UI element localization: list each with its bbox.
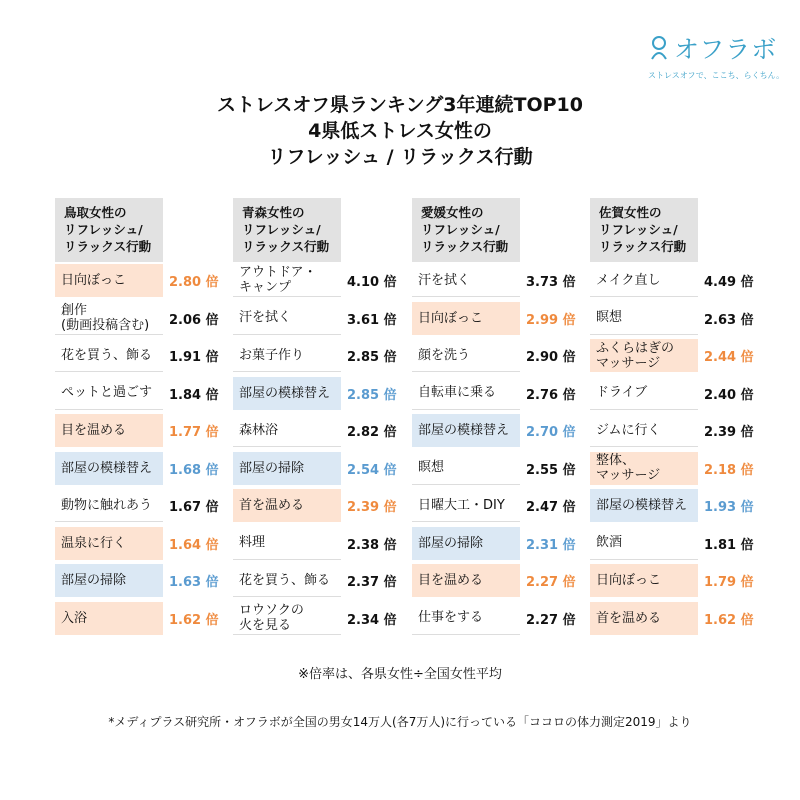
ratio-value: 2.39 倍 [704, 425, 754, 441]
ranking-row [412, 337, 577, 375]
page-title [0, 92, 800, 170]
activity-label: 創作 (動画投稿含む) [55, 302, 163, 335]
ranking-row [590, 562, 755, 600]
ranking-row [233, 600, 398, 638]
ratio-value: 2.40 倍 [704, 387, 754, 403]
logo-text: オフラボ [674, 35, 778, 64]
activity-label: ペットと過ごす [55, 377, 163, 410]
ratio-value: 2.37 倍 [347, 575, 397, 591]
activity-label: 目を温める [55, 414, 163, 447]
ranking-row [590, 487, 755, 525]
ranking-row [590, 375, 755, 413]
ranking-row [412, 412, 577, 450]
offlabo-logo-icon [648, 35, 670, 61]
activity-label: 花を買う、飾る [55, 339, 163, 372]
activity-label: 汗を拭く [412, 264, 520, 297]
source-note: *メディプラス研究所・オフラボが全国の男女14万人(各7万人)に行っている「ココロの体力測定2019」より [108, 715, 692, 729]
ratio-value: 2.34 倍 [347, 612, 397, 628]
ranking-column-ehime [412, 198, 577, 637]
activity-label: ロウソクの 火を見る [233, 602, 341, 635]
ranking-row [412, 487, 577, 525]
ratio-value: 2.39 倍 [347, 500, 397, 516]
activity-label: 花を買う、飾る [233, 564, 341, 597]
column-header: 青森女性の リフレッシュ/ リラックス行動 [233, 198, 341, 262]
ranking-row [233, 525, 398, 563]
title-line-2: 4県低ストレス女性の [308, 120, 492, 142]
ratio-value: 2.90 倍 [526, 350, 576, 366]
activity-label: お菓子作り [233, 339, 341, 372]
ranking-row [55, 562, 220, 600]
ranking-row [412, 525, 577, 563]
activity-label: 動物に触れあう [55, 489, 163, 522]
title-line-1: ストレスオフ県ランキング3年連続TOP10 [217, 94, 583, 116]
ranking-row [590, 300, 755, 338]
ranking-row [55, 600, 220, 638]
ratio-value: 3.73 倍 [526, 275, 576, 291]
ranking-column-tottori [55, 198, 220, 637]
ratio-value: 1.79 倍 [704, 575, 754, 591]
logo-tagline: ストレスオフで、ここち、らくちん。 [648, 71, 785, 80]
activity-label: 部屋の模様替え [233, 377, 341, 410]
ratio-value: 2.06 倍 [169, 312, 219, 328]
ratio-value: 2.70 倍 [526, 425, 576, 441]
ranking-row [233, 337, 398, 375]
ranking-row [590, 337, 755, 375]
activity-label: 日向ぼっこ [590, 564, 698, 597]
ranking-row [590, 450, 755, 488]
ratio-value: 2.27 倍 [526, 612, 576, 628]
ranking-row [233, 262, 398, 300]
ratio-value: 2.47 倍 [526, 500, 576, 516]
column-header: 鳥取女性の リフレッシュ/ リラックス行動 [55, 198, 163, 262]
ratio-value: 1.81 倍 [704, 537, 754, 553]
activity-label: ふくらはぎの マッサージ [590, 339, 698, 372]
ratio-value: 1.67 倍 [169, 500, 219, 516]
ranking-row [412, 450, 577, 488]
activity-label: 首を温める [233, 489, 341, 522]
activity-label: 飲酒 [590, 527, 698, 560]
ratio-value: 2.31 倍 [526, 537, 576, 553]
title-line-3: リフレッシュ / リラックス行動 [267, 146, 533, 168]
activity-label: 瞑想 [590, 302, 698, 335]
activity-label: 温泉に行く [55, 527, 163, 560]
activity-label: 仕事をする [412, 602, 520, 635]
ranking-row [55, 412, 220, 450]
ranking-row [55, 337, 220, 375]
ratio-value: 2.44 倍 [704, 350, 754, 366]
activity-label: 料理 [233, 527, 341, 560]
column-header: 愛媛女性の リフレッシュ/ リラックス行動 [412, 198, 520, 262]
ranking-column-aomori [233, 198, 398, 637]
ratio-value: 1.91 倍 [169, 350, 219, 366]
ratio-value: 2.54 倍 [347, 462, 397, 478]
ratio-value: 1.84 倍 [169, 387, 219, 403]
ratio-value: 3.61 倍 [347, 312, 397, 328]
ratio-value: 2.27 倍 [526, 575, 576, 591]
ranking-row [412, 375, 577, 413]
ranking-row [412, 562, 577, 600]
ratio-value: 2.38 倍 [347, 537, 397, 553]
ratio-value: 2.82 倍 [347, 425, 397, 441]
activity-label: 入浴 [55, 602, 163, 635]
activity-label: 汗を拭く [233, 302, 341, 335]
activity-label: 首を温める [590, 602, 698, 635]
logo [648, 30, 785, 82]
ratio-value: 1.62 倍 [704, 612, 754, 628]
activity-label: 日向ぼっこ [55, 264, 163, 297]
activity-label: 部屋の模様替え [412, 414, 520, 447]
activity-label: 部屋の掃除 [233, 452, 341, 485]
ratio-value: 2.18 倍 [704, 462, 754, 478]
ranking-column-saga [590, 198, 755, 637]
ranking-row [590, 412, 755, 450]
ranking-row [590, 600, 755, 638]
ranking-row [55, 487, 220, 525]
ratio-value: 1.68 倍 [169, 462, 219, 478]
ranking-row [233, 300, 398, 338]
activity-label: 部屋の模様替え [55, 452, 163, 485]
ranking-row [55, 300, 220, 338]
ratio-value: 2.99 倍 [526, 312, 576, 328]
ratio-value: 1.93 倍 [704, 500, 754, 516]
activity-label: 部屋の模様替え [590, 489, 698, 522]
ratio-value: 4.10 倍 [347, 275, 397, 291]
ranking-row [412, 300, 577, 338]
ratio-value: 1.63 倍 [169, 575, 219, 591]
ranking-row [233, 450, 398, 488]
ratio-value: 2.85 倍 [347, 387, 397, 403]
ratio-value: 4.49 倍 [704, 275, 754, 291]
activity-label: 瞑想 [412, 452, 520, 485]
ranking-row [590, 525, 755, 563]
activity-label: 顔を洗う [412, 339, 520, 372]
ranking-row [55, 375, 220, 413]
ratio-value: 2.63 倍 [704, 312, 754, 328]
ranking-row [233, 375, 398, 413]
activity-label: 整体、 マッサージ [590, 452, 698, 485]
ratio-value: 2.85 倍 [347, 350, 397, 366]
activity-label: 部屋の掃除 [55, 564, 163, 597]
ranking-row [55, 525, 220, 563]
activity-label: 日曜大工・DIY [412, 489, 520, 522]
ranking-row [233, 562, 398, 600]
ratio-value: 1.77 倍 [169, 425, 219, 441]
activity-label: ドライブ [590, 377, 698, 410]
ranking-row [233, 487, 398, 525]
ratio-value: 1.62 倍 [169, 612, 219, 628]
ratio-value: 2.76 倍 [526, 387, 576, 403]
ranking-row [590, 262, 755, 300]
ranking-row [55, 262, 220, 300]
ranking-row [55, 450, 220, 488]
ranking-row [412, 262, 577, 300]
activity-label: 日向ぼっこ [412, 302, 520, 335]
activity-label: 目を温める [412, 564, 520, 597]
activity-label: 自転車に乗る [412, 377, 520, 410]
activity-label: アウトドア・ キャンプ [233, 264, 341, 297]
ratio-value: 2.55 倍 [526, 462, 576, 478]
activity-label: ジムに行く [590, 414, 698, 447]
ranking-row [412, 600, 577, 638]
ratio-note: ※倍率は、各県女性÷全国女性平均 [298, 667, 502, 682]
activity-label: 部屋の掃除 [412, 527, 520, 560]
ratio-value: 1.64 倍 [169, 537, 219, 553]
column-header: 佐賀女性の リフレッシュ/ リラックス行動 [590, 198, 698, 262]
activity-label: メイク直し [590, 264, 698, 297]
ranking-row [233, 412, 398, 450]
activity-label: 森林浴 [233, 414, 341, 447]
ratio-value: 2.80 倍 [169, 275, 219, 291]
